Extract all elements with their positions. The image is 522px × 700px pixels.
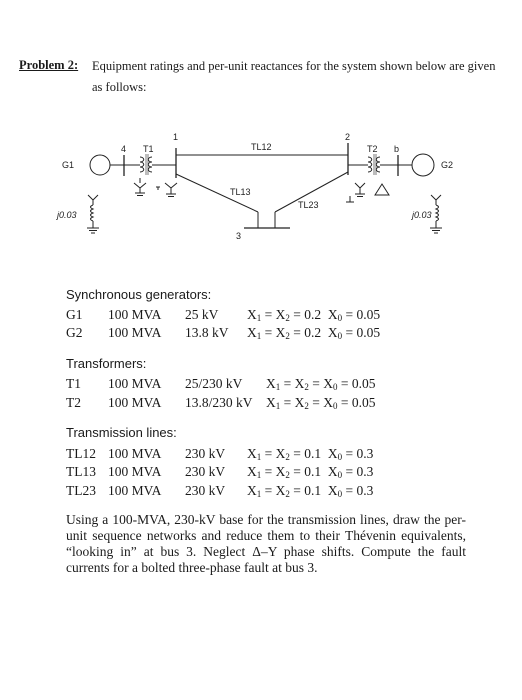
g1-ground-inductor [91,205,94,221]
problem-question: Using a 100-MVA, 230-kV base for the transmission lines, draw the per-unit sequence networks and reduce them to their Thévenin equivalents, “looking in” at bus 3. Neglect Δ–Y phase shifts. Compute the fault currents for a bolted three-phase fault at bus 3. [66,512,466,575]
g1-generator-symbol [90,155,110,175]
g2-ground-inductor [436,205,439,221]
t2-label: T2 [367,144,378,154]
t1-secondary-ground-icon [156,183,177,197]
tl23-label: TL23 [298,200,319,210]
bus-4-label: 4 [121,144,127,154]
transformers-heading: Transformers: [66,356,147,371]
bus-b-label: b [394,144,400,154]
tl13-label: TL13 [230,187,251,197]
t2-transformer-symbol [368,154,380,175]
problem-intro-line1: Equipment ratings and per-unit reactances for the system shown below are given [92,59,496,73]
one-line-diagram [0,0,522,300]
lines-heading: Transmission lines: [66,425,177,440]
tl12-label: TL12 [251,142,272,152]
g2-ground-reactance-label: j0.03 [412,210,432,220]
g2-neutral-ground [430,195,442,233]
problem-intro-line2: as follows: [92,80,147,94]
g1-ground-reactance-label: j0.03 [57,210,77,220]
bus-1-label: 1 [173,132,179,142]
bus-2-label: 2 [345,132,351,142]
t2-delta-icon [375,184,389,195]
t1-transformer-symbol [140,154,152,175]
t1-label: T1 [143,144,154,154]
bus-3-label: 3 [236,231,242,241]
g1-label: G1 [62,160,75,170]
t2-winding-ground-icon [346,183,365,202]
g1-neutral-ground [87,195,99,233]
t1-winding-ground-icon [134,178,146,196]
problem-label: Problem 2: [19,58,79,72]
g2-label: G2 [441,160,454,170]
generators-heading: Synchronous generators: [66,287,212,302]
g2-generator-symbol [412,154,434,176]
